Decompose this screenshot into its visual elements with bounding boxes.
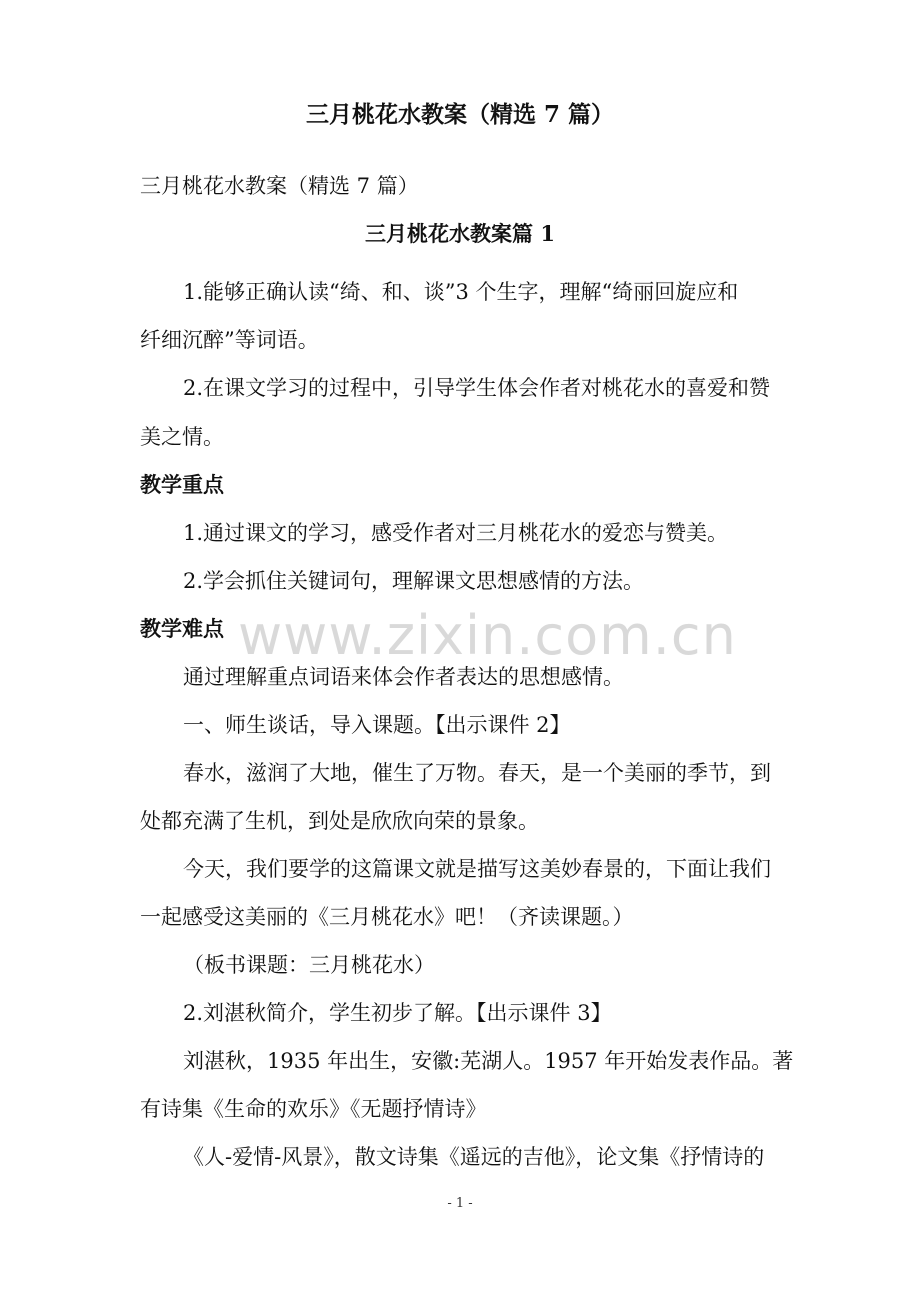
heading-key-points: 教学重点 [140,472,224,497]
paragraph-line: （板书课题：三月桃花水） [183,953,435,977]
section-title: 三月桃花水教案篇 1 [365,221,555,246]
heading-difficult-points: 教学难点 [140,616,224,641]
paragraph-line: 处都充满了生机，到处是欣欣向荣的景象。 [140,809,539,833]
paragraph-line: 一起感受这美丽的《三月桃花水》吧！（齐读课题。） [140,905,634,929]
paragraph-line: 《人-爱情-风景》，散文诗集《遥远的吉他》，论文集《抒情诗的 [183,1145,765,1169]
watermark: www.zixin.com.cn [238,604,737,667]
paragraph-line: 春水，滋润了大地，催生了万物。春天，是一个美丽的季节，到 [183,761,771,785]
paragraph-line: 纤细沉醉”等词语。 [140,328,319,352]
paragraph-line: 1.能够正确认读“绮、和、谈”3 个生字，理解“绮丽回旋应和 [183,280,739,304]
document-title: 三月桃花水教案（精选 7 篇） [305,101,615,128]
paragraph-line: 有诗集《生命的欢乐》《无题抒情诗》 [140,1097,487,1121]
paragraph-line: 刘湛秋，1935 年出生，安徽:芜湖人。1957 年开始发表作品。著 [183,1049,794,1073]
key-point-item: 2.学会抓住关键词句，理解课文思想感情的方法。 [183,569,645,593]
paragraph-line: 今天，我们要学的这篇课文就是描写这美妙春景的，下面让我们 [183,857,771,881]
paragraph-line: 2.在课文学习的过程中，引导学生体会作者对桃花水的喜爱和赞 [183,376,771,400]
intro-line: 三月桃花水教案（精选 7 篇） [140,174,419,198]
paragraph-line: 美之情。 [140,425,224,449]
paragraph-line: 通过理解重点词语来体会作者表达的思想感情。 [183,665,624,689]
paragraph-line: 一、师生谈话，导入课题。【出示课件 2】 [183,713,571,737]
key-point-item: 1.通过课文的学习，感受作者对三月桃花水的爱恋与赞美。 [183,521,729,545]
page-number: - 1 - [447,1196,473,1211]
paragraph-line: 2.刘湛秋简介，学生初步了解。【出示课件 3】 [183,1001,612,1025]
